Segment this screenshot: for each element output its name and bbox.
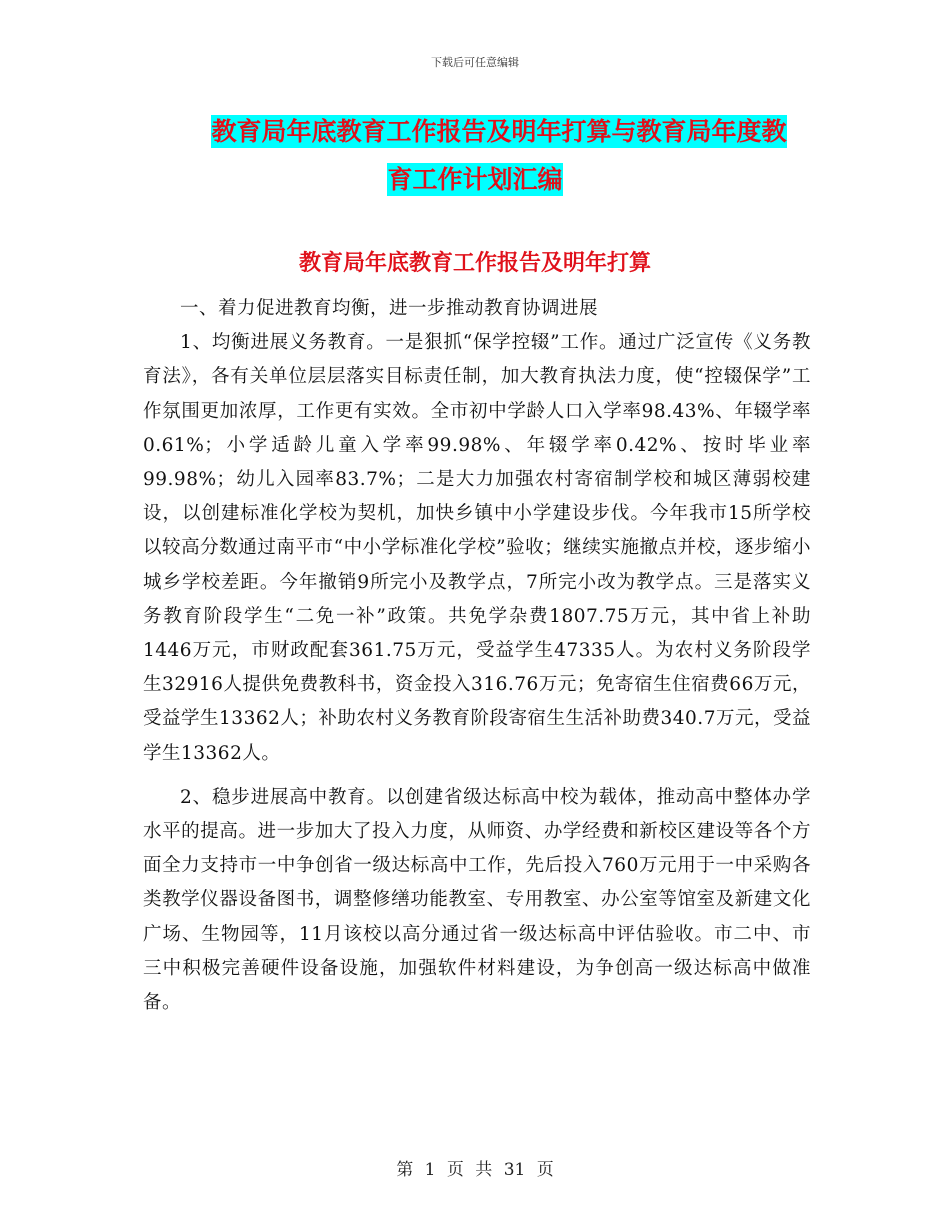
paragraph-1: 1、均衡进展义务教育。一是狠抓“保学控辍”工作。通过广泛宣传《义务教育法》，各有关单位层层落实目标责任制，加大教育执法力度，使“控辍保学”工作氛围更加浓厚，工作更有实效。全市初中学龄人口入学率98.43%、年辍学率0.61%；小学适龄儿童入学率99.98%、年辍学率0.42%、按时毕业率99.98%；幼儿入园率83.7%；二是大力加强农村寄宿制学校和城区薄弱校建设，以创建标准化学校为契机，加快乡镇中小学建设步伐。今年我市15所学校以较高分数通过南平市“中小学标准化学校”验收；继续实施撤点并校，逐步缩小城乡学校差距。今年撤销9所完小及教学点，7所完小改为教学点。三是落实义务教育阶段学生“二免一补”政策。共免学杂费1807.75万元，其中省上补助1446万元，市财政配套361.75万元，受益学生47335人。为农村义务阶段学生32916人提供免费教科书，资金投入316.76万元；免寄宿生住宿费66万元，受益学生13362人；补助农村义务教育阶段寄宿生生活补助费340.7万元，受益学生13362人。 — [143, 332, 811, 764]
section-title: 教育局年底教育工作报告及明年打算 — [298, 251, 651, 276]
paragraph-2: 2、稳步进展高中教育。以创建省级达标高中校为载体，推动高中整体办学水平的提高。进一步加大了投入力度，从师资、办学经费和新校区建设等各个方面全力支持市一中争创省一级达标高中工作，先后投入760万元用于一中采购各类教学仪器设备图书，调整修缮功能教室、专用教室、办公室等馆室及新建文化广场、生物园等，11月该校以高分通过省一级达标高中评估验收。市二中、市三中积极完善硬件设备设施，加强软件材料建设，为争创高一级达标高中做准备。 — [143, 786, 811, 1014]
title-line-2-text: 育工作计划汇编 — [387, 165, 563, 194]
page-footer: 第 1 页 共 31 页 — [396, 1160, 554, 1180]
header-note: 下载后可任意编辑 — [431, 56, 519, 69]
title-line-1 — [0, 108, 950, 156]
title-line-2 — [0, 156, 950, 204]
section-heading: 一、着力促进教育均衡，进一步推动教育协调进展 — [180, 298, 599, 319]
body-content — [143, 292, 811, 1020]
title-line-1-text: 教育局年底教育工作报告及明年打算与教育局年度教 — [211, 117, 787, 146]
document-title — [0, 108, 950, 204]
